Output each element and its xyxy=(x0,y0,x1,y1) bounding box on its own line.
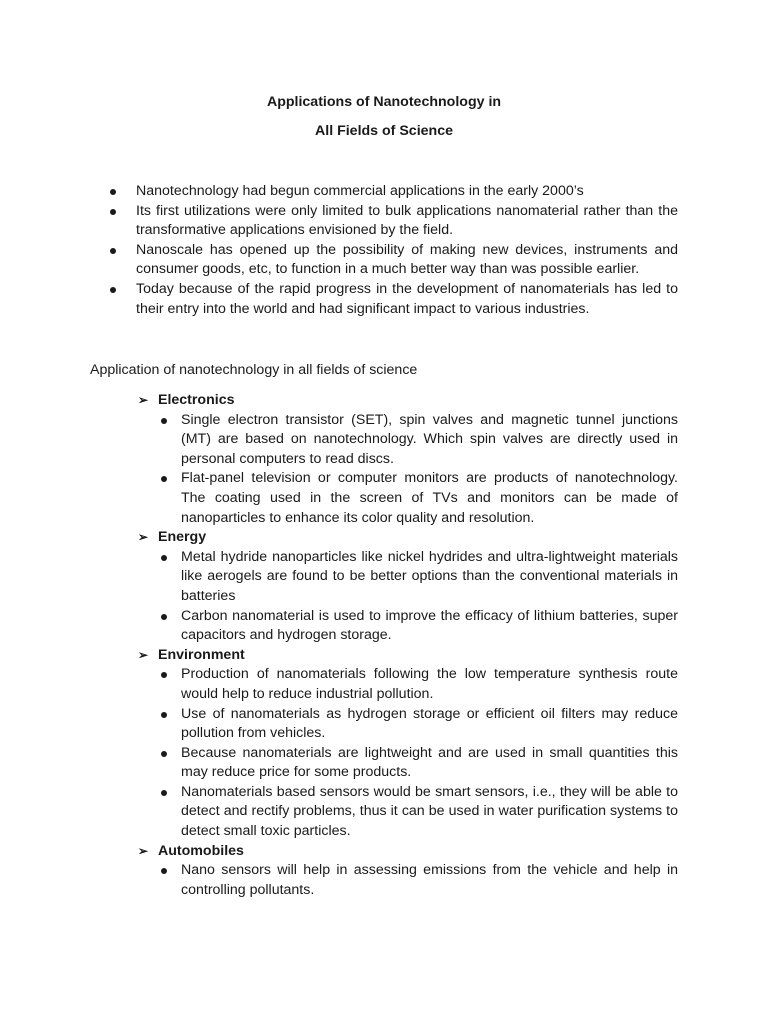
list-item xyxy=(161,705,678,744)
intro-bullet-list xyxy=(110,182,678,319)
bullet-icon xyxy=(161,712,167,718)
bullet-icon xyxy=(110,209,116,215)
bullet-icon xyxy=(161,790,167,796)
bullet-icon xyxy=(161,868,167,874)
intro-bullet xyxy=(110,280,678,319)
section-heading-environment xyxy=(138,646,678,666)
section-heading-text: Energy xyxy=(158,529,207,546)
section-heading-energy xyxy=(138,528,678,548)
list-item xyxy=(161,665,678,704)
arrow-bullet-icon: ➢ xyxy=(138,393,149,407)
section-heading-text: Automobiles xyxy=(158,842,244,859)
bullet-icon xyxy=(161,476,167,482)
section-heading-text: Electronics xyxy=(158,392,235,408)
section-items-electronics xyxy=(138,411,678,529)
section-items-automobiles xyxy=(138,861,678,900)
bullet-icon xyxy=(161,418,167,424)
section-lead-text: Application of nanotechnology in all fields of science xyxy=(90,362,418,378)
list-item xyxy=(161,411,678,470)
list-item xyxy=(161,744,678,783)
list-item-text: Metal hydride nanoparticles like nickel hydrides and ultra-lightweight materials like aerogels are found to be better options than the conventional materials in batteries xyxy=(181,548,678,604)
bullet-icon xyxy=(161,614,167,620)
list-item-text: Carbon nanomaterial is used to improve the efficacy of lithium batteries, super capacitors and hydrogen storage. xyxy=(181,607,678,644)
list-item xyxy=(161,861,678,900)
intro-bullet-text: Nanotechnology had begun commercial applications in the early 2000’s xyxy=(136,183,584,199)
bullet-icon xyxy=(110,287,116,293)
bullet-icon xyxy=(161,555,167,561)
list-item-text: Nanomaterials based sensors would be smart sensors, i.e., they will be able to detect and rectify problems, thus it can be used in water purification systems to detect small toxic particles. xyxy=(181,783,678,840)
list-item xyxy=(161,469,678,528)
intro-bullet xyxy=(110,202,678,241)
arrow-bullet-icon: ➢ xyxy=(138,530,149,545)
bullet-icon xyxy=(161,672,167,678)
bullet-icon xyxy=(110,248,116,254)
section-heading-text: Environment xyxy=(158,646,245,663)
list-item xyxy=(161,607,678,646)
arrow-bullet-icon: ➢ xyxy=(138,843,149,858)
document-title-line-2: All Fields of Science xyxy=(315,123,453,139)
section-heading-automobiles xyxy=(138,842,678,862)
list-item-text: Use of nanomaterials as hydrogen storage or efficient oil filters may reduce pollution from vehicles. xyxy=(181,705,678,742)
bullet-icon xyxy=(110,189,116,195)
intro-bullet-text: Today because of the rapid progress in the development of nanomaterials has led to their entry into the world and had significant impact to various industries. xyxy=(136,280,678,317)
list-item-text: Because nanomaterials are lightweight and are used in small quantities this may reduce price for some products. xyxy=(181,744,678,781)
section-items-environment xyxy=(138,665,678,841)
application-sections xyxy=(138,391,678,900)
section-items-energy xyxy=(138,548,678,646)
intro-bullet xyxy=(110,182,678,202)
list-item xyxy=(161,548,678,607)
bullet-icon xyxy=(161,751,167,757)
document-title-line-1: Applications of Nanotechnology in xyxy=(266,94,502,110)
list-item xyxy=(161,783,678,842)
list-item-text: Nano sensors will help in assessing emissions from the vehicle and help in controlling pollutants. xyxy=(181,862,678,898)
intro-bullet-text: Nanoscale has opened up the possibility of making new devices, instruments and consumer goods, etc, to function in a much better way than was possible earlier. xyxy=(136,241,678,278)
arrow-bullet-icon: ➢ xyxy=(138,647,149,662)
list-item-text: Flat-panel television or computer monitors are products of nanotechnology. The coating used in the screen of TVs and monitors can be made of nanoparticles to enhance its color quality and resolution. xyxy=(181,470,678,526)
list-item-text: Single electron transistor (SET), spin valves and magnetic tunnel junctions (MT) are based on nanotechnology. Which spin valves are directly used in personal computers to read discs. xyxy=(181,411,678,467)
section-heading-electronics xyxy=(138,391,678,411)
intro-bullet xyxy=(110,241,678,280)
intro-bullet-text: Its first utilizations were only limited to bulk applications nanomaterial rather than the transformative applications envisioned by the field. xyxy=(136,202,678,239)
list-item-text: Production of nanomaterials following the low temperature synthesis route would help to reduce industrial pollution. xyxy=(181,666,678,702)
